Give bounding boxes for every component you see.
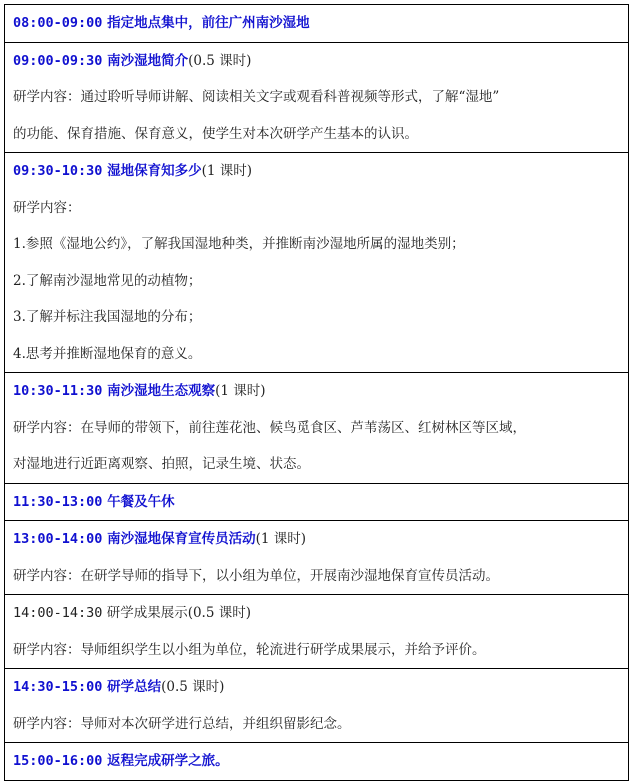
schedule-row-heading xyxy=(13,484,620,521)
class-hours: (0.5 课时) xyxy=(188,52,252,69)
schedule-row-heading xyxy=(13,153,620,190)
content-line: 对湿地进行近距离观察、拍照，记录生境、状态。 xyxy=(13,456,310,472)
activity-title: 南沙湿地简介 xyxy=(107,52,189,69)
content-line: 研学内容：导师对本次研学进行总结，并组织留影纪念。 xyxy=(13,715,351,732)
schedule-row xyxy=(5,42,628,153)
activity-title: 湿地保育知多少 xyxy=(107,163,202,179)
schedule-row xyxy=(5,668,628,742)
schedule-row-heading xyxy=(13,5,620,42)
class-hours: (0.5 课时) xyxy=(187,605,251,621)
activity-title: 南沙湿地保育宣传员活动 xyxy=(107,531,256,547)
content-line: 4.思考并推断湿地保育的意义。 xyxy=(13,345,202,362)
schedule-row-heading xyxy=(13,595,620,632)
activity-title: 研学成果展示 xyxy=(106,605,188,621)
content-line: 的功能、保育措施、保育意义，使学生对本次研学产生基本的认识。 xyxy=(13,125,418,142)
content-line: 1.参照《湿地公约》，了解我国湿地种类，并推断南沙湿地所属的湿地类别； xyxy=(13,236,465,252)
class-hours: (1 课时) xyxy=(255,531,307,547)
time-slot: 13:00-14:00 xyxy=(13,531,103,547)
time-slot: 14:00-14:30 xyxy=(13,605,103,621)
schedule-row xyxy=(5,5,628,42)
time-slot: 08:00-09:00 xyxy=(13,15,103,31)
content-line: 2.了解南沙湿地常见的动植物； xyxy=(13,272,202,289)
activity-title: 研学总结 xyxy=(107,679,162,695)
content-line: 研学内容：在导师的带领下，前往莲花池、候鸟觅食区、芦苇荡区、红树林区等区域， xyxy=(13,419,526,436)
schedule-row-heading xyxy=(13,521,620,558)
time-slot: 15:00-16:00 xyxy=(13,753,103,769)
schedule-row xyxy=(5,483,628,521)
class-hours: (0.5 课时) xyxy=(161,679,225,695)
content-line: 3.了解并标注我国湿地的分布； xyxy=(13,309,202,325)
time-slot: 14:30-15:00 xyxy=(13,679,103,695)
schedule-row xyxy=(5,152,628,372)
activity-title: 午餐及午休 xyxy=(107,493,175,510)
content-line: 研学内容：通过聆听导师讲解、阅读相关文字或观看科普视频等形式，了解“湿地” xyxy=(13,89,500,105)
class-hours: (1 课时) xyxy=(215,383,266,399)
time-slot: 09:00-09:30 xyxy=(13,52,103,69)
content-line: 研学内容： xyxy=(13,199,81,216)
content-line: 研学内容：在研学导师的指导下，以小组为单位，开展南沙湿地保育宣传员活动。 xyxy=(13,567,499,584)
schedule-row-heading xyxy=(13,743,620,780)
schedule-row-heading xyxy=(13,669,620,706)
time-slot: 09:30-10:30 xyxy=(13,163,103,179)
activity-title: 指定地点集中，前往广州南沙湿地 xyxy=(107,15,310,31)
schedule-row xyxy=(5,742,628,780)
activity-title: 返程完成研学之旅。 xyxy=(107,753,229,769)
content-line: 研学内容：导师组织学生以小组为单位，轮流进行研学成果展示，并给予评价。 xyxy=(13,641,486,658)
schedule-row xyxy=(5,594,628,668)
time-slot: 10:30-11:30 xyxy=(13,383,103,399)
schedule-row xyxy=(5,372,628,483)
schedule-row xyxy=(5,520,628,594)
activity-title: 南沙湿地生态观察 xyxy=(107,383,216,399)
schedule-table xyxy=(4,4,629,781)
schedule-row-heading xyxy=(13,373,620,410)
time-slot: 11:30-13:00 xyxy=(13,493,103,510)
schedule-row-heading xyxy=(13,43,620,80)
class-hours: (1 课时) xyxy=(201,163,253,179)
